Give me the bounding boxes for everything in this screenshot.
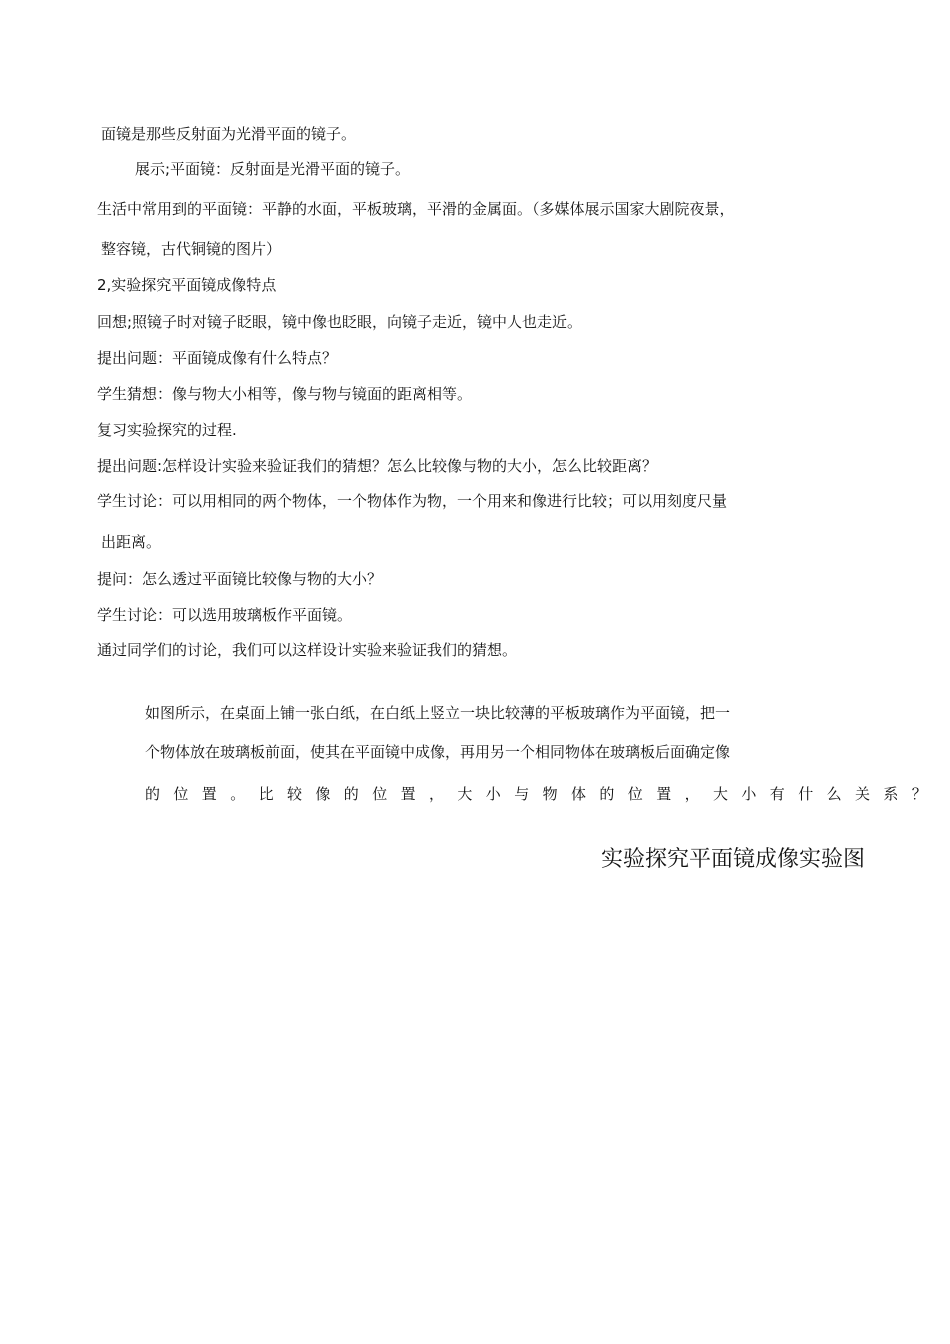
section-heading: 2,实验探究平面镜成像特点 <box>97 276 277 294</box>
text-line: 展示;平面镜：反射面是光滑平面的镜子。 <box>135 160 411 178</box>
text-line: 学生猜想：像与物大小相等，像与物与镜面的距离相等。 <box>97 385 473 403</box>
text-line: 复习实验探究的过程. <box>97 421 237 439</box>
text-line: 面镜是那些反射面为光滑平面的镜子。 <box>101 125 357 143</box>
text-line: 整容镜，古代铜镜的图片） <box>101 240 282 258</box>
text-line: 学生讨论：可以选用玻璃板作平面镜。 <box>97 606 353 624</box>
figure-caption: 实验探究平面镜成像实验图 <box>601 847 866 872</box>
text-line: 出距离。 <box>101 533 162 551</box>
text-line: 提出问题：平面镜成像有什么特点？ <box>97 349 338 367</box>
paragraph-line: 的位置。比较像的位置，大小与物体的位置，大小有什么关系？ <box>145 785 941 803</box>
text-line: 学生讨论：可以用相同的两个物体，一个物体作为物，一个用来和像进行比较；可以用刻度尺量 <box>97 492 728 510</box>
text-line: 提出问题:怎样设计实验来验证我们的猜想？怎么比较像与物的大小，怎么比较距离？ <box>97 457 658 475</box>
text-line: 生活中常用到的平面镜：平静的水面，平板玻璃，平滑的金属面。（多媒体展示国家大剧院夜景， <box>97 200 735 218</box>
paragraph-line: 如图所示，在桌面上铺一张白纸，在白纸上竖立一块比较薄的平板玻璃作为平面镜，把一 <box>145 704 731 722</box>
paragraph-line: 个物体放在玻璃板前面，使其在平面镜中成像，再用另一个相同物体在玻璃板后面确定像 <box>145 743 731 761</box>
text-line: 通过同学们的讨论，我们可以这样设计实验来验证我们的猜想。 <box>97 641 518 659</box>
text-line: 提问：怎么透过平面镜比较像与物的大小？ <box>97 570 383 588</box>
text-line: 回想;照镜子时对镜子眨眼，镜中像也眨眼，向镜子走近，镜中人也走近。 <box>97 313 583 331</box>
